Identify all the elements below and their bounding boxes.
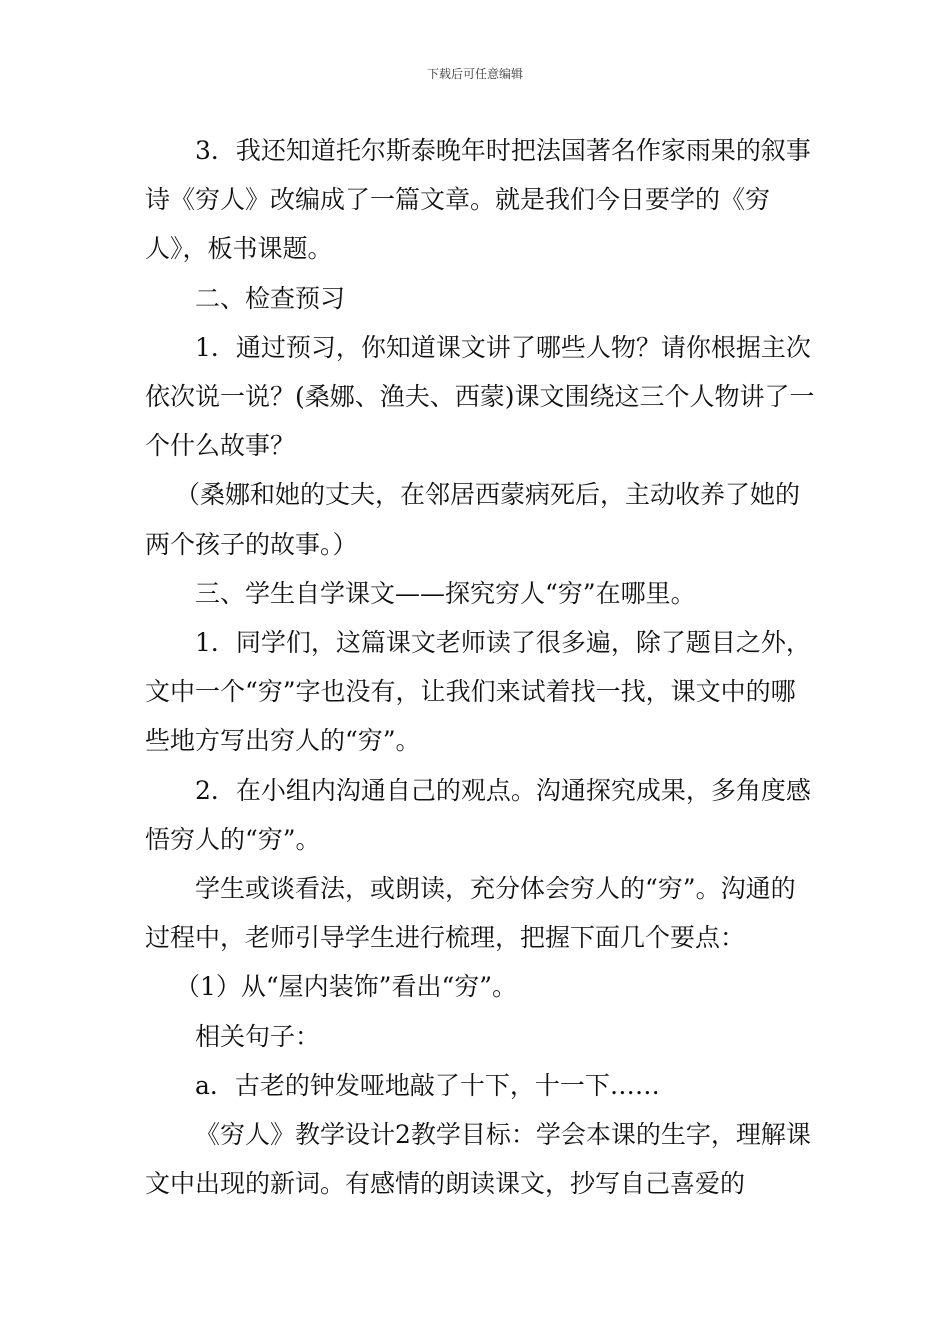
paragraph-11: a．古老的钟发哑地敲了十下，十一下…… <box>195 1070 660 1100</box>
section-heading-check-preview: 二、检查预习 <box>195 283 346 313</box>
page-header-note: 下载后可任意编辑 <box>426 67 523 81</box>
paragraph-4: （桑娜和她的丈夫，在邻居西蒙病死后，主动收养了她的两个孩子的故事。） <box>145 480 801 559</box>
paragraph-7: 2．在小组内沟通自己的观点。沟通探究成果，多角度感悟穷人的“穷”。 <box>145 775 811 854</box>
document-body <box>145 126 815 1208</box>
section-heading-self-study: 三、学生自学课文——探究穷人“穷”在哪里。 <box>195 578 696 608</box>
paragraph-10: 相关句子： <box>195 1021 321 1051</box>
paragraph-3: 1．通过预习，你知道课文讲了哪些人物？请你根据主次依次说一说？(桑娜、渔夫、西蒙)课文围绕这三个人物讲了一个什么故事？ <box>145 332 815 461</box>
paragraph-8: 学生或谈看法，或朗读，充分体会穷人的“穷”。沟通的过程中，老师引导学生进行梳理，把握下面几个要点： <box>145 874 796 953</box>
paragraph-1: 3．我还知道托尔斯泰晚年时把法国著名作家雨果的叙事诗《穷人》改编成了一篇文章。就是我们今日要学的《穷人》，板书课题。 <box>145 136 811 264</box>
paragraph-12: 《穷人》教学设计2教学目标：学会本课的生字，理解课文中出现的新词。有感情的朗读课文，抄写自己喜爱的 <box>145 1120 811 1199</box>
paragraph-9: （1）从“屋内装饰”看出“穷”。 <box>175 972 518 1002</box>
paragraph-6: 1．同学们，这篇课文老师读了很多遍，除了题目之外，文中一个“穷”字也没有，让我们来试着找一找，课文中的哪些地方写出穷人的“穷”。 <box>145 628 811 756</box>
